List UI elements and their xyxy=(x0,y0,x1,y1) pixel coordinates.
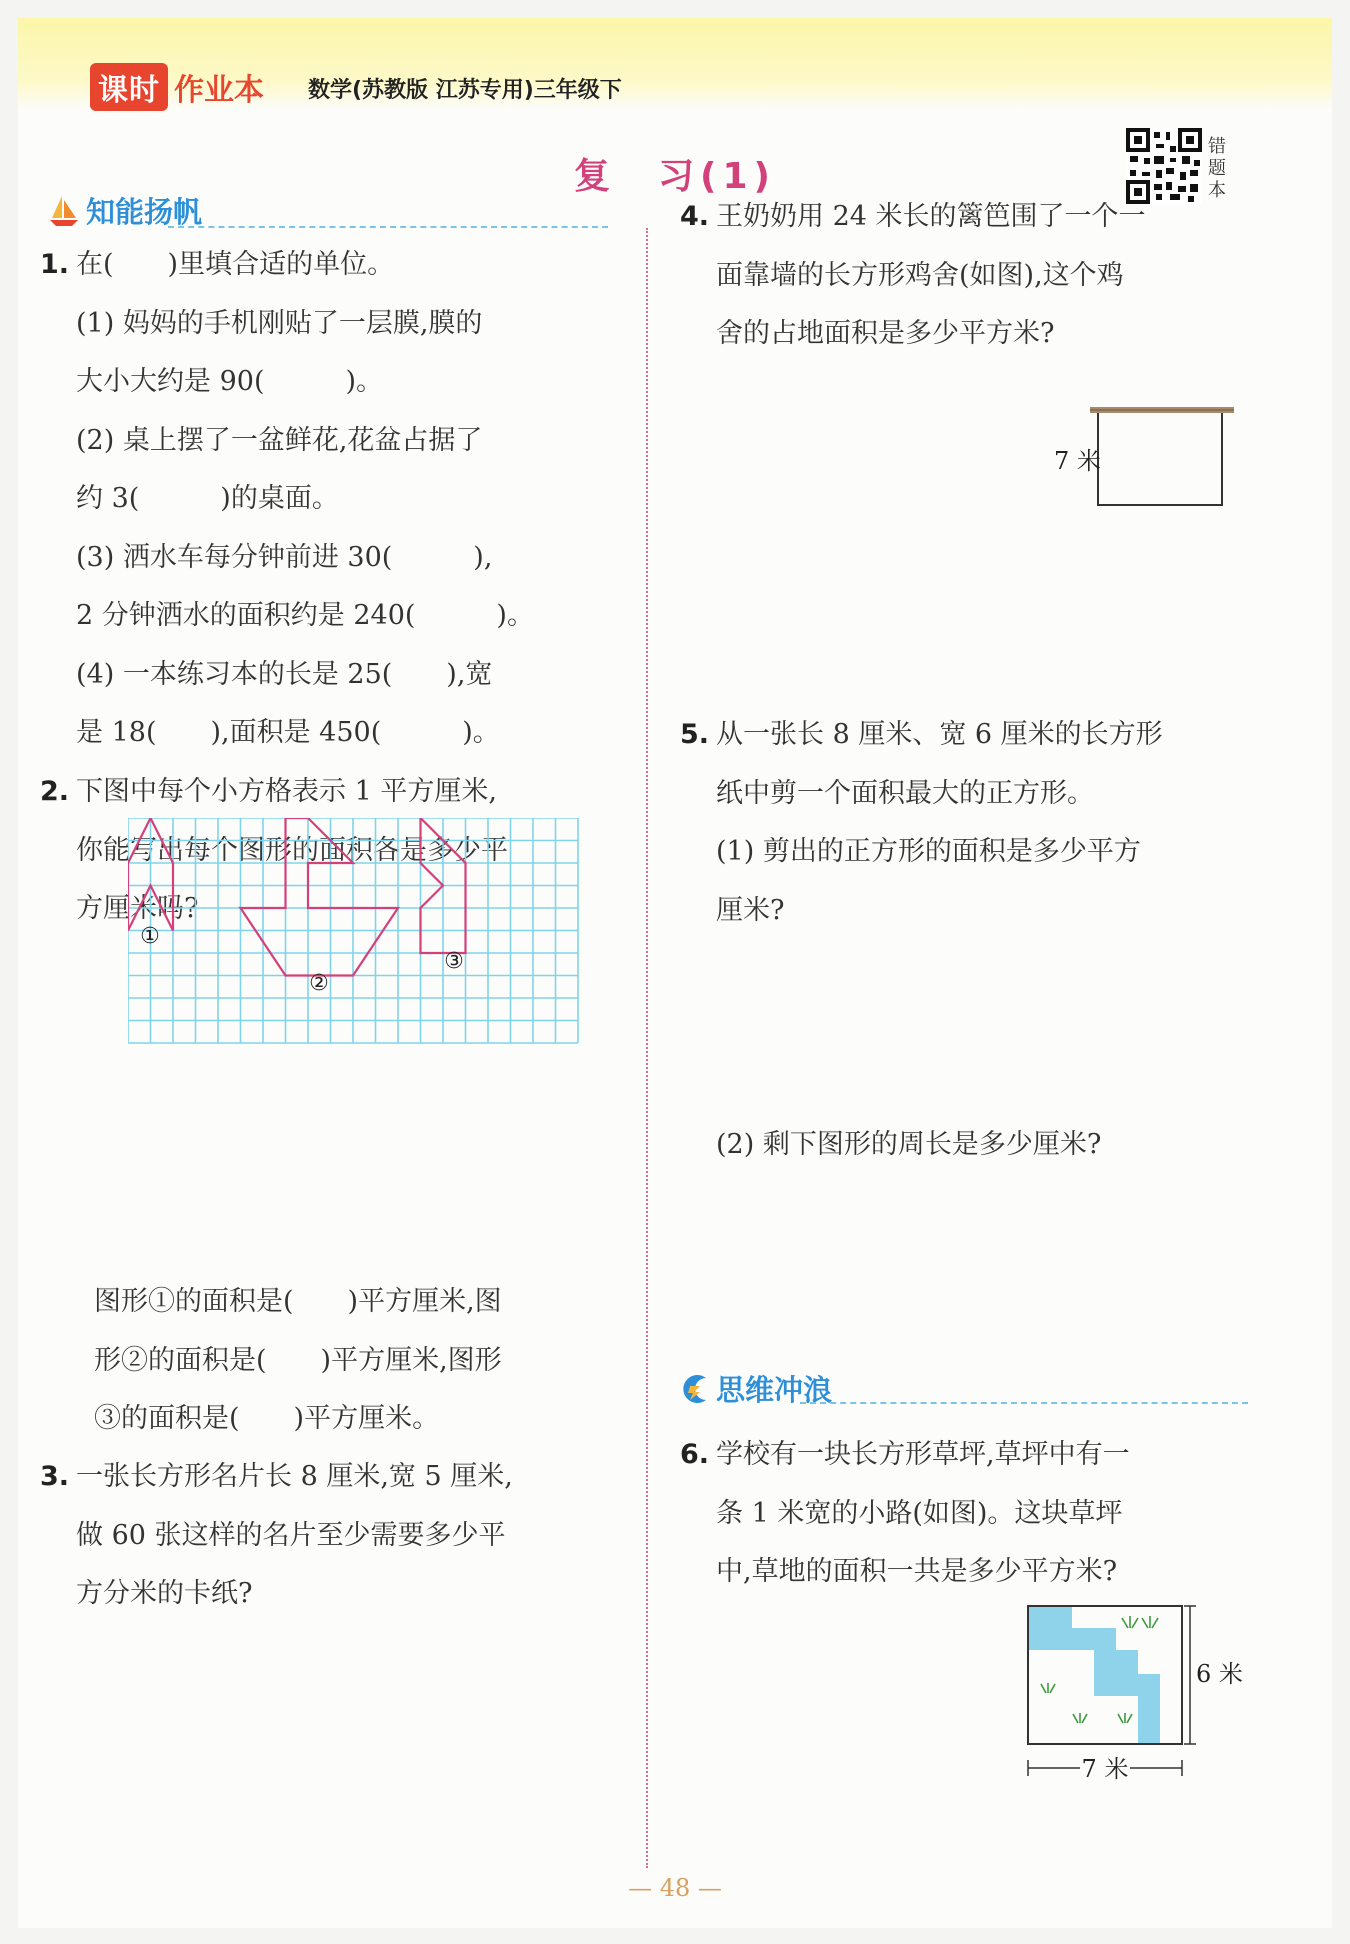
q2-line-2: 你能写出每个图形的面积各是多少平 xyxy=(76,834,508,866)
question-1-number: 1. xyxy=(40,249,70,280)
q1-line-6: (3) 洒水车每分钟前进 30( ), xyxy=(76,541,493,573)
question-5-number: 5. xyxy=(680,719,710,750)
brand-name: 作业本 xyxy=(174,73,264,108)
shape-2-label: ② xyxy=(309,971,329,996)
q5-line-4: 厘米? xyxy=(716,894,785,926)
section-advanced-rule xyxy=(800,1402,1248,1404)
q2-answer-line-3: ③的面积是( )平方厘米。 xyxy=(94,1403,440,1434)
question-4-number: 4. xyxy=(680,201,710,232)
section-basic-rule xyxy=(168,226,608,228)
q1-line-9: 是 18( ),面积是 450( )。 xyxy=(76,717,500,748)
q1-line-8: (4) 一本练习本的长是 25( ),宽 xyxy=(76,658,493,690)
q2-line-1: 下图中每个小方格表示 1 平方厘米, xyxy=(76,776,497,807)
q3-line-3: 方分米的卡纸? xyxy=(76,1578,253,1609)
q1-line-5: 约 3( )的桌面。 xyxy=(76,483,339,514)
page-number: — 48 — xyxy=(628,1874,722,1902)
lawn-figure xyxy=(1018,1598,1278,1798)
book-info: 数学(苏教版 江苏专用)三年级下 xyxy=(308,78,622,103)
column-divider xyxy=(646,228,648,1868)
section-basic-title: 知能扬帆 xyxy=(86,195,203,229)
qr-label: 错题本 xyxy=(1208,136,1226,201)
question-2-answers xyxy=(94,1273,654,1449)
coop-width-label: 7 米 xyxy=(1054,447,1101,475)
section-basic-heading xyxy=(48,190,202,231)
q4-line-3: 舍的占地面积是多少平方米? xyxy=(716,318,1055,349)
question-5 xyxy=(680,706,1276,940)
q6-line-3: 中,草地的面积一共是多少平方米? xyxy=(716,1556,1118,1587)
shape-2 xyxy=(241,818,399,976)
q2-answer-line-1: 图形①的面积是( )平方厘米,图 xyxy=(94,1286,502,1317)
q5-line-1: 从一张长 8 厘米、宽 6 厘米的长方形 xyxy=(716,719,1163,750)
shape-3-label: ③ xyxy=(444,949,464,974)
question-4 xyxy=(680,188,1276,364)
q6-line-1: 学校有一块长方形草坪,草坪中有一 xyxy=(716,1439,1130,1470)
page-title: 复 习(1) xyxy=(574,156,776,197)
q1-line-1: 在( )里填合适的单位。 xyxy=(76,249,395,280)
q1-line-7: 2 分钟洒水的面积约是 240( )。 xyxy=(76,600,534,631)
q4-line-1: 王奶奶用 24 米长的篱笆围了一个一 xyxy=(716,201,1146,232)
q1-line-3: 大小大约是 90( )。 xyxy=(76,366,384,397)
question-5-part-2: (2) 剩下图形的周长是多少厘米? xyxy=(716,1129,1102,1160)
q2-line-3: 方厘米吗? xyxy=(76,893,199,924)
q6-line-2: 条 1 米宽的小路(如图)。这块草坪 xyxy=(716,1497,1123,1529)
q1-line-4: (2) 桌上摆了一盆鲜花,花盆占据了 xyxy=(76,424,483,456)
q4-line-2: 面靠墙的长方形鸡舍(如图),这个鸡 xyxy=(716,259,1124,291)
section-advanced-title: 思维冲浪 xyxy=(716,1373,833,1407)
brand-logo xyxy=(90,63,264,111)
q5-line-3: (1) 剪出的正方形的面积是多少平方 xyxy=(716,836,1141,867)
grid-lines xyxy=(128,818,578,1043)
question-1 xyxy=(40,236,636,763)
q1-line-2: (1) 妈妈的手机刚贴了一层膜,膜的 xyxy=(76,307,483,339)
header-band xyxy=(18,18,1332,110)
q3-line-2: 做 60 张这样的名片至少需要多少平 xyxy=(76,1519,506,1551)
question-3 xyxy=(40,1448,636,1624)
q5-line-2: 纸中剪一个面积最大的正方形。 xyxy=(716,777,1094,809)
question-6-number: 6. xyxy=(680,1439,710,1470)
question-3-number: 3. xyxy=(40,1461,70,1492)
question-2-number: 2. xyxy=(40,776,70,807)
worksheet-page xyxy=(18,18,1332,1928)
shape-1-label: ① xyxy=(140,924,160,949)
wave-icon xyxy=(678,1372,710,1406)
lawn-height-label: 6 米 xyxy=(1196,1660,1243,1688)
brand-badge: 课时 xyxy=(90,63,168,111)
sailboat-icon xyxy=(48,194,80,228)
grid-figure xyxy=(128,818,588,1048)
coop-figure xyxy=(1028,403,1238,513)
lawn-width-label: 7 米 xyxy=(1081,1755,1129,1783)
fence-outline xyxy=(1098,413,1222,505)
q3-line-1: 一张长方形名片长 8 厘米,宽 5 厘米, xyxy=(76,1461,513,1492)
q2-answer-line-2: 形②的面积是( )平方厘米,图形 xyxy=(94,1344,502,1376)
question-6 xyxy=(680,1426,1276,1602)
